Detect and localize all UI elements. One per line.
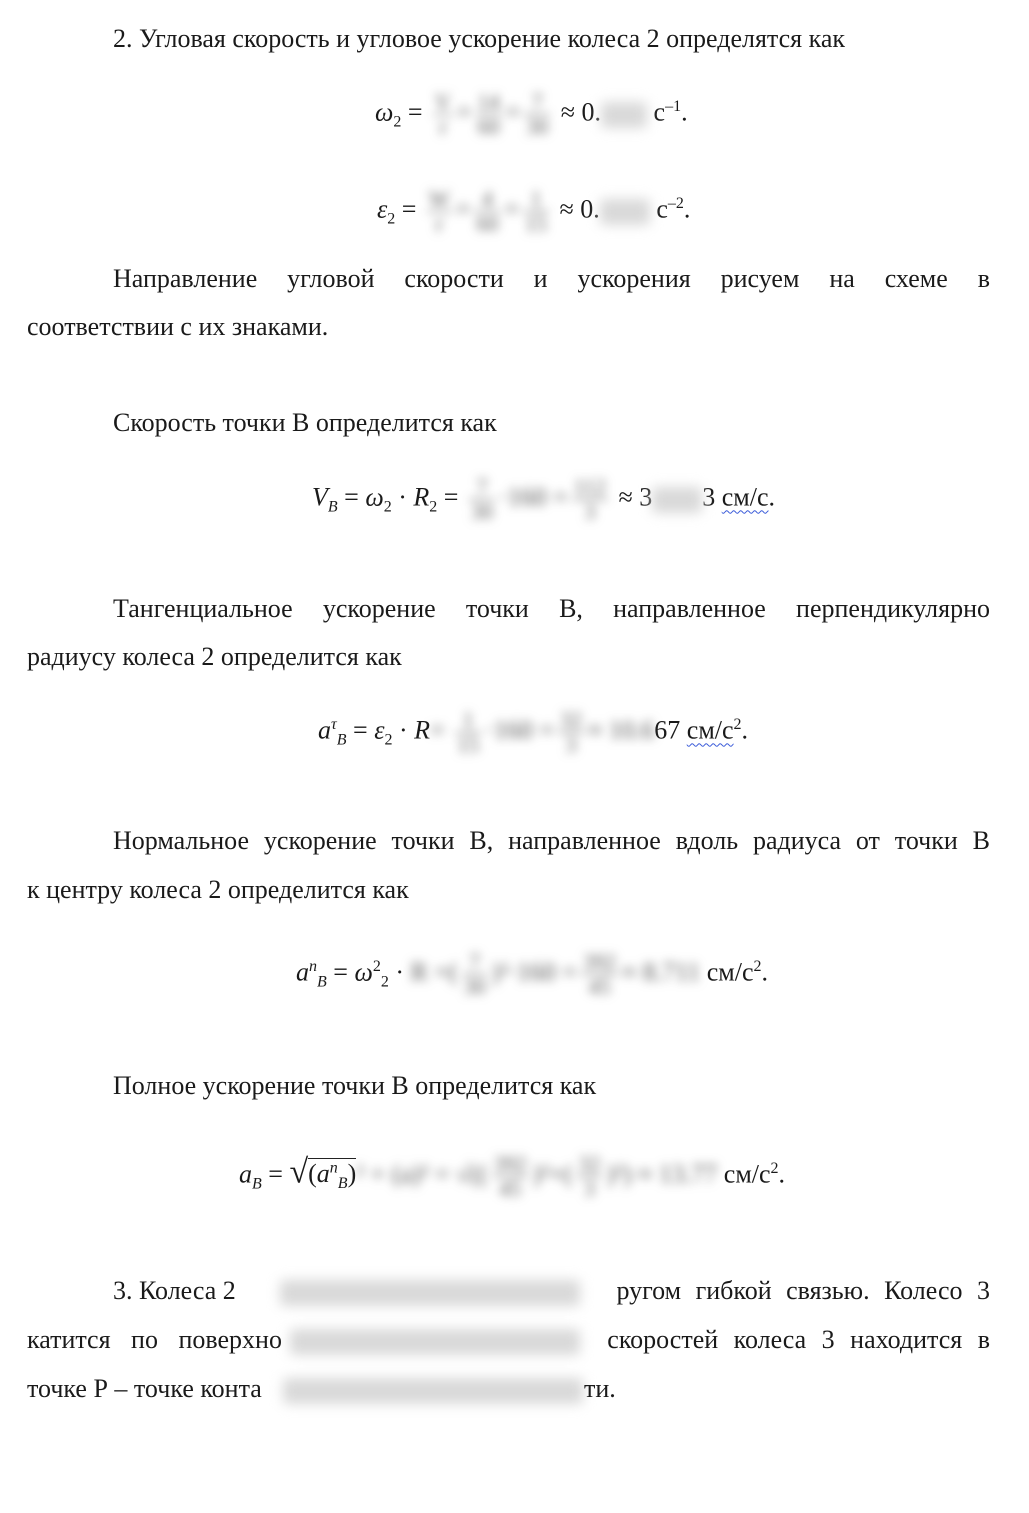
blurred-expression: $\frac{7}{30}$ ·160 = $\frac{112}{3}$ xyxy=(470,474,606,524)
accel-subscript: B xyxy=(317,973,327,991)
paragraph-wheels-line3-left: точке Р – точке конта xyxy=(27,1374,262,1403)
epsilon-subscript: 2 xyxy=(387,210,396,228)
dot-operator: · xyxy=(398,715,408,745)
accel-symbol: a xyxy=(239,1159,252,1189)
paragraph-tangential-text1: Тангенциальное ускорение точки В, направленное перпендикулярно xyxy=(113,594,990,623)
accel-subscript: B xyxy=(252,1175,262,1193)
equals-sign: = xyxy=(344,482,359,512)
dot-operator: · xyxy=(395,957,404,987)
unit-exponent: –2 xyxy=(667,194,684,212)
paragraph-total-intro: Полное ускорение точки В определится как xyxy=(113,1071,597,1100)
paragraph-wheels-line1-right-text: ругом гибкой связью. Колесо 3 xyxy=(616,1276,990,1305)
paragraph-wheels-line1-left: 3. Колеса 2 xyxy=(113,1276,236,1305)
unit-exponent: 2 xyxy=(753,957,762,975)
formula-normal-accel xyxy=(296,950,768,999)
period: . xyxy=(761,957,769,987)
inner-accel-superscript: n xyxy=(329,1159,338,1177)
blurred-digits xyxy=(601,102,647,128)
omega-superscript: 2 xyxy=(372,957,381,975)
paragraph-direction-text1: Направление угловой скорости и ускорения рисуем на схеме в xyxy=(113,264,990,293)
value-tail: 67 xyxy=(654,715,681,745)
approx-value: ≈ 3 xyxy=(618,482,653,512)
formula-velocity-b xyxy=(312,475,775,524)
paragraph-tangential-line2: радиусу колеса 2 определится как xyxy=(27,642,402,671)
formula-epsilon2 xyxy=(377,187,690,236)
formula-tangential-accel xyxy=(318,708,748,757)
formula-total-accel: $a_B = √(a^n_B)^2 + (a)^2$ = √(( $\frac{392}{45}$ )²+( $\frac{32}{3}$ )²) ≈ 13.77 $см/с^2$. xyxy=(239,1151,786,1201)
velocity-symbol: V xyxy=(312,482,328,512)
unit-symbol: c xyxy=(656,194,668,224)
paragraph-direction-line1 xyxy=(27,264,990,294)
velocity-subscript: B xyxy=(327,498,338,516)
paragraph-wheels-line2-left xyxy=(27,1325,282,1355)
equals-sign: = xyxy=(407,97,423,127)
blurred-text xyxy=(290,1329,580,1355)
sqrt-sign: √ xyxy=(289,1153,309,1191)
unit-exponent: –1 xyxy=(665,97,682,115)
accel-superscript: n xyxy=(309,957,317,975)
epsilon-symbol: ε xyxy=(374,715,385,745)
paragraph-wheels-line2-left-text: катится по поверхно xyxy=(27,1325,282,1354)
blurred-digits xyxy=(652,487,702,513)
value-tail: 3 xyxy=(702,482,716,512)
blurred-expression: $\frac{W}{r}$ = $\frac{4}{60}$ = $\frac{1}{15}$ xyxy=(428,186,548,236)
blurred-text xyxy=(283,1378,583,1404)
equals-sign: = xyxy=(268,1159,283,1189)
equals-sign: = xyxy=(333,957,348,987)
blurred-expression: $\frac{V}{r}$ = $\frac{14}{60}$ = $\frac{7}{30}$ xyxy=(435,89,549,139)
accel-subscript: B xyxy=(336,731,347,749)
formula-omega2 xyxy=(375,90,688,139)
accel-symbol: a xyxy=(296,957,309,987)
period: . xyxy=(681,97,688,127)
equals-sign: = xyxy=(401,194,417,224)
unit-exponent: 2 xyxy=(733,715,742,733)
equals-sign: = xyxy=(443,482,459,512)
omega-subscript: 2 xyxy=(383,498,392,516)
accel-symbol: a xyxy=(318,715,331,745)
paragraph-angular-intro: 2. Угловая скорость и угловое ускорение колеса 2 определятся как xyxy=(113,24,846,53)
paragraph-wheels-line3-right: ти. xyxy=(584,1374,616,1403)
equals-sign: = xyxy=(353,715,368,745)
dot-operator: · xyxy=(398,482,407,512)
unit-text: см/с xyxy=(686,715,734,745)
inner-accel-symbol: a xyxy=(316,1159,330,1189)
blurred-expression: = $\frac{1}{15}$ ·160 = $\frac{32}{3}$ ≈ 10.6 xyxy=(430,707,655,757)
epsilon-symbol: ε xyxy=(377,194,388,224)
period: . xyxy=(683,194,691,224)
inner-accel-subscript: B xyxy=(337,1175,348,1193)
blurred-expression: R =( $\frac{7}{30}$ )²·160 = $\frac{392}{45}$ ≈ 8.711 xyxy=(410,949,701,999)
unit-exponent: 2 xyxy=(770,1159,779,1177)
omega-subscript: 2 xyxy=(380,973,389,991)
omega-symbol: ω xyxy=(354,957,373,987)
blurred-expression: ² + (a)² = √(( $\frac{392}{45}$ )²+( $\frac{32}{3}$ )²) ≈ 13.77 xyxy=(356,1151,718,1201)
radius-symbol: R xyxy=(414,715,430,745)
unit-text: см/с xyxy=(706,957,754,987)
omega-symbol: ω xyxy=(375,97,394,127)
paragraph-direction-line2: соответствии с их знаками. xyxy=(27,312,329,341)
paragraph-tangential-line1 xyxy=(27,594,990,624)
paragraph-velocity-intro: Скорость точки В определится как xyxy=(113,408,497,437)
blurred-digits xyxy=(600,199,650,225)
period: . xyxy=(778,1159,786,1189)
paragraph-wheels-line2-right-text: скоростей колеса 3 находится в xyxy=(607,1325,990,1354)
unit-symbol: c xyxy=(653,97,666,127)
paragraph-normal-line1 xyxy=(27,826,990,856)
approx-value: ≈ 0. xyxy=(560,97,602,127)
paragraph-normal-line2: к центру колеса 2 определится как xyxy=(27,875,409,904)
unit-text: см/с xyxy=(723,1159,771,1189)
paragraph-wheels-line2-right xyxy=(607,1325,990,1355)
accel-superscript: τ xyxy=(331,715,337,733)
period: . xyxy=(768,482,775,512)
period: . xyxy=(741,715,749,745)
paragraph-wheels-line1-right xyxy=(616,1276,990,1306)
omega-symbol: ω xyxy=(365,482,384,512)
radius-subscript: 2 xyxy=(429,498,438,516)
paragraph-normal-text1: Нормальное ускорение точки В, направленное вдоль радиуса от точки В xyxy=(113,826,990,855)
approx-value: ≈ 0. xyxy=(559,194,600,224)
epsilon-subscript: 2 xyxy=(384,731,393,749)
blurred-text xyxy=(280,1280,580,1306)
omega-subscript: 2 xyxy=(393,113,402,131)
radius-symbol: R xyxy=(413,482,430,512)
unit-text: см/с xyxy=(721,482,769,512)
